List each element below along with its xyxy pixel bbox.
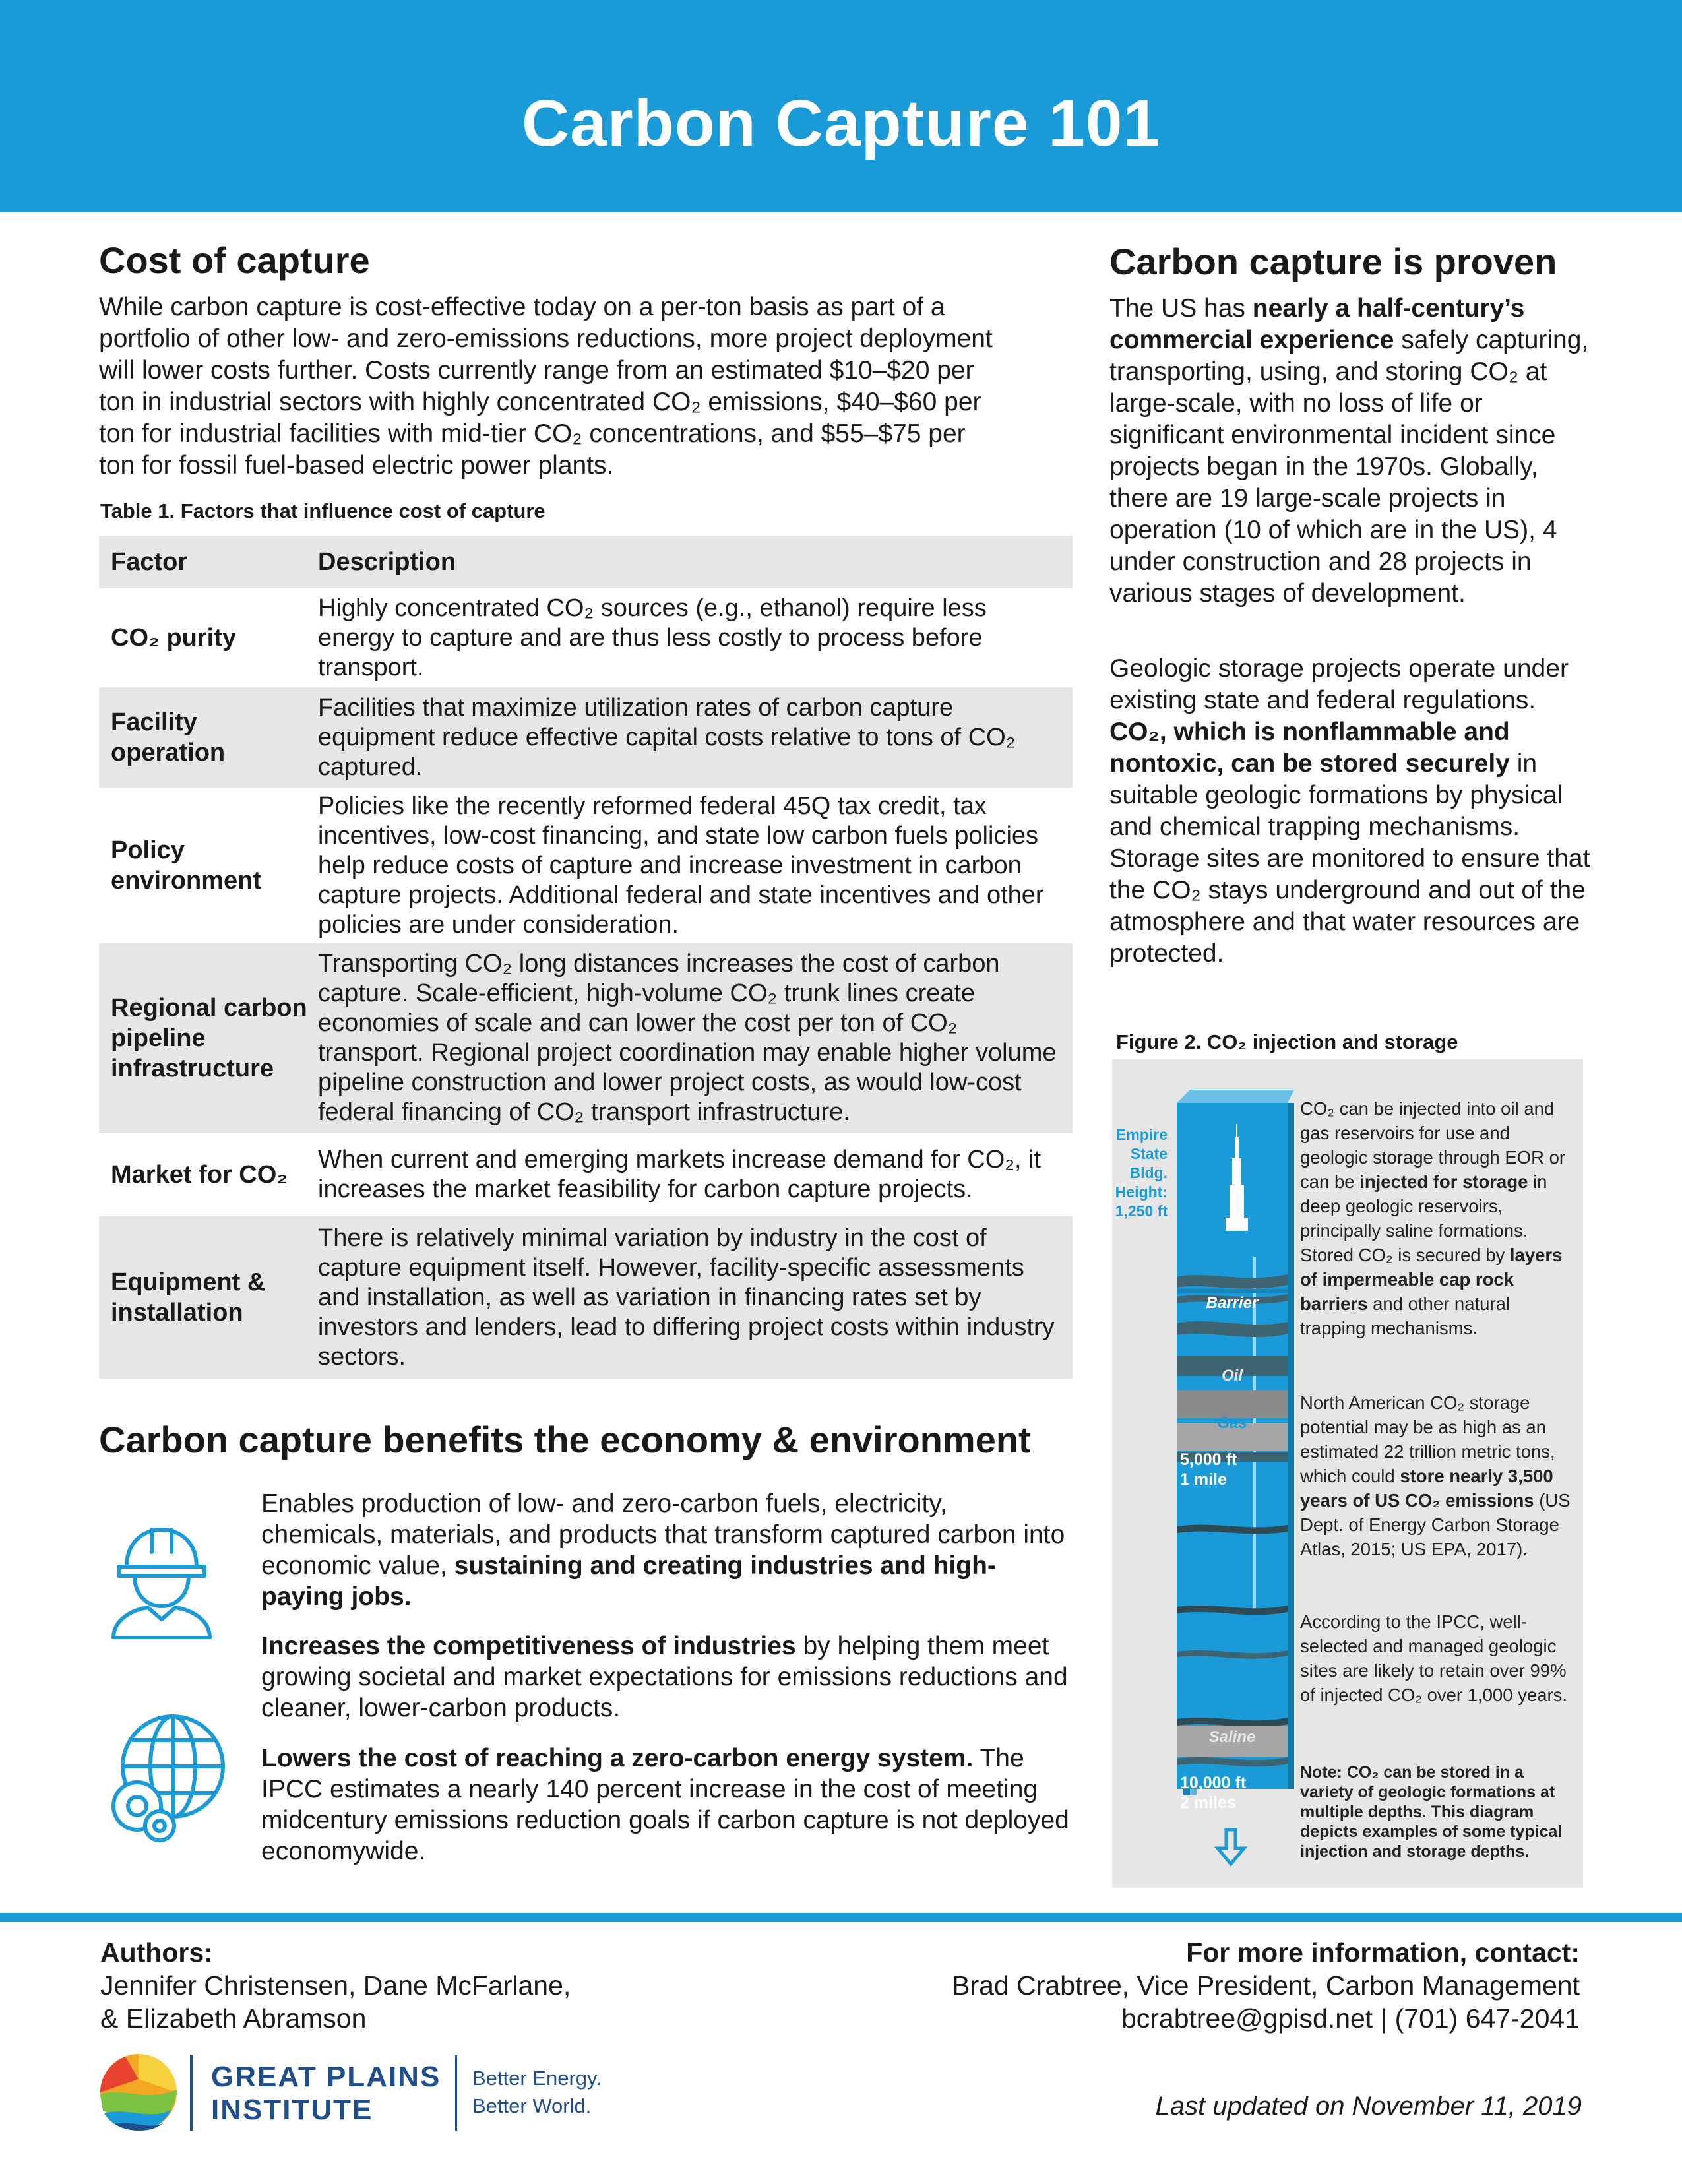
depth-line: 10,000 ft xyxy=(1180,1774,1247,1792)
gas-label: Gas xyxy=(1217,1414,1247,1432)
authors-line: Jennifer Christensen, Dane McFarlane, xyxy=(100,1970,571,2001)
oil-label: Oil xyxy=(1221,1367,1243,1385)
empire-line: Empire xyxy=(1116,1126,1168,1143)
logo-line: INSTITUTE xyxy=(211,2094,373,2126)
table-caption: Table 1. Factors that influence cost of capture xyxy=(100,499,545,522)
contact-name: Brad Crabtree, Vice President, Carbon Management xyxy=(952,1970,1580,2001)
text-emphasis: store nearly 3,500 years of US CO₂ emissions xyxy=(1300,1466,1553,1511)
cost-line: ton for fossil fuel-based electric power plants. xyxy=(99,451,614,480)
tagline-line: Better World. xyxy=(472,2094,592,2117)
authors-line: & Elizabeth Abramson xyxy=(100,2003,367,2034)
depth-marker-5000 xyxy=(1180,1450,1237,1489)
strata-layer xyxy=(1177,1289,1288,1293)
figure-text-2 xyxy=(1300,1390,1577,1561)
text-run: North American CO₂ storage potential may be as high as an estimated 22 trillion metric tons, which could xyxy=(1300,1392,1555,1486)
cost-line: portfolio of other low- and zero-emissions reductions, more project deployment xyxy=(99,325,993,353)
authors-block xyxy=(100,1936,571,2035)
table-row xyxy=(99,943,1073,1133)
tagline-divider xyxy=(455,2055,457,2131)
gpi-logo-icon xyxy=(99,2053,178,2132)
row-factor: Regional carbon pipeline infrastructure xyxy=(111,994,307,1082)
title-banner xyxy=(0,0,1682,212)
authors-label: Authors: xyxy=(100,1937,213,1968)
text-run: The IPCC estimates a nearly 140 percent increase in the cost of meeting midcentury emissions reduction goals if carbon capture is not deployed economywide. xyxy=(261,1744,1069,1865)
table-row xyxy=(99,1216,1073,1379)
row-factor: Facility operation xyxy=(111,708,226,766)
text-run: safely capturing, transporting, using, and storing CO₂ at large-scale, with no loss of life or significant environmental incident since projects began in the 1970s. Globally, there are 19 large-scale projects in operation (10 of which are in the US), 4 under construction and 28 projects in various stages of development. xyxy=(1109,326,1589,608)
contact-block xyxy=(952,1936,1580,2035)
cost-line: While carbon capture is cost-effective today on a per-ton basis as part of a xyxy=(99,293,945,321)
tagline-line: Better Energy. xyxy=(472,2067,602,2090)
cost-line: will lower costs further. Costs currently range from an estimated $10–$20 per xyxy=(99,356,974,385)
table-header-row xyxy=(99,536,1073,588)
worker-hardhat-icon xyxy=(106,1520,218,1639)
row-description: Facilities that maximize utilization rates of carbon capture equipment reduce effective capital costs relative to tons of CO₂ captured. xyxy=(318,693,1016,781)
empire-line: State xyxy=(1130,1145,1168,1162)
contact-label: For more information, contact: xyxy=(1186,1937,1580,1968)
text-emphasis: Lowers the cost of reaching a zero-carbon energy system. xyxy=(261,1744,974,1772)
column-side-face xyxy=(1288,1103,1294,1789)
row-factor: Equipment & installation xyxy=(111,1268,266,1326)
row-description: When current and emerging markets increase demand for CO₂, it increases the market feasibility for carbon capture projects. xyxy=(318,1146,1042,1203)
cost-line: ton in industrial sectors with highly concentrated CO₂ emissions, $40–$60 per xyxy=(99,388,981,416)
column-top-face xyxy=(1177,1090,1294,1103)
text-run: Enables production of low- and zero-carbon fuels, electricity, chemicals, materials, and products that transform captured carbon into economic value, xyxy=(261,1489,1065,1580)
depth-marker-10000 xyxy=(1180,1773,1246,1813)
row-factor: Policy environment xyxy=(111,836,262,894)
empire-line: Bldg. xyxy=(1129,1164,1168,1181)
logo-divider xyxy=(190,2055,193,2131)
text-run: Geologic storage projects operate under existing state and federal regulations. xyxy=(1109,654,1569,714)
table-row xyxy=(99,788,1073,943)
page-title: Carbon Capture 101 xyxy=(521,86,1161,160)
text-run: The US has xyxy=(1109,294,1253,323)
text-emphasis: Increases the competitiveness of industries xyxy=(261,1632,796,1660)
table-row xyxy=(99,588,1073,687)
down-arrow-icon xyxy=(1218,1830,1244,1864)
text-run: by helping them meet growing societal and market expectations for emissions reductions and cleaner, lower-carbon products. xyxy=(261,1632,1068,1722)
figure-text-3: According to the IPCC, well-selected and managed geologic sites are likely to retain over 99% of injected CO₂ over 1,000 years. xyxy=(1300,1611,1568,1705)
benefit-competitiveness xyxy=(261,1631,1073,1724)
text-run: CO₂ can be injected into oil and gas reservoirs for use and geologic storage through EOR or can be xyxy=(1300,1098,1566,1192)
last-updated: Last updated on November 11, 2019 xyxy=(1155,2092,1582,2121)
text-emphasis: layers of impermeable cap rock barriers xyxy=(1300,1245,1563,1314)
row-description: Transporting CO₂ long distances increases the cost of carbon capture. Scale-efficient, high-volume CO₂ trunk lines create economies of scale and can lower the cost per ton of CO₂ transport. Regional project coordination may enable higher volume pipeline construction and lower project costs, as would low-cost federal financing of CO₂ transport infrastructure. xyxy=(318,950,1057,1126)
text-run: and other natural trapping mechanisms. xyxy=(1300,1294,1511,1338)
table-header-description: Description xyxy=(318,547,456,576)
empire-line: 1,250 ft xyxy=(1115,1202,1168,1220)
saline-label: Saline xyxy=(1208,1728,1256,1746)
proven-heading: Carbon capture is proven xyxy=(1109,241,1557,282)
benefit-cost xyxy=(261,1743,1073,1867)
cost-paragraph xyxy=(99,292,1075,482)
row-description: Policies like the recently reformed federal 45Q tax credit, tax incentives, low-cost financing, and state low carbon fuels policies help reduce costs of capture and increase investment in carbon capture projects. Additional federal and state incentives and other policies are under consideration. xyxy=(318,792,1044,939)
cost-heading: Cost of capture xyxy=(99,239,370,281)
cost-factors-table xyxy=(99,536,1073,1379)
text-run: (US Dept. of Energy Carbon Storage Atlas, 2015; US EPA, 2017). xyxy=(1300,1490,1571,1559)
proven-paragraph-2 xyxy=(1109,653,1591,970)
figure-caption: Figure 2. CO₂ injection and storage xyxy=(1116,1030,1458,1053)
depth-line: 1 mile xyxy=(1180,1470,1227,1489)
globe-gears-icon xyxy=(100,1710,232,1848)
gpi-tagline xyxy=(472,2065,602,2120)
row-description: There is relatively minimal variation by industry in the cost of capture equipment itself. However, facility-specific assessments and installation, as well as variation in financing rates set by investors and lenders, lead to differing project costs within industry sectors. xyxy=(318,1224,1055,1371)
depth-line: 2 miles xyxy=(1180,1794,1236,1812)
row-factor: CO₂ purity xyxy=(111,624,236,652)
table-row xyxy=(99,687,1073,788)
cost-line: ton for industrial facilities with mid-tier CO₂ concentrations, and $55–$75 per xyxy=(99,420,966,448)
gpi-wordmark xyxy=(211,2061,441,2127)
table-row xyxy=(99,1133,1073,1216)
text-emphasis: CO₂, which is nonflammable and nontoxic, can be stored securely xyxy=(1109,718,1510,778)
figure-note: Note: CO₂ can be stored in a variety of geologic formations at multiple depths. This diagram depicts examples of some typical injection and storage depths. xyxy=(1300,1763,1563,1861)
benefit-jobs xyxy=(261,1488,1073,1612)
empire-line: Height: xyxy=(1115,1183,1168,1201)
text-run: in suitable geologic formations by physical and chemical trapping mechanisms. Storage sites are monitored to ensure that the CO₂ stays underground and out of the atmosphere and that water resources are protected. xyxy=(1109,749,1590,968)
contact-info: bcrabtree@gpisd.net | (701) 647-2041 xyxy=(1121,2003,1580,2034)
row-description: Highly concentrated CO₂ sources (e.g., ethanol) require less energy to capture and are thus less costly to process before transport. xyxy=(318,594,987,681)
text-emphasis: nearly a half-century’s commercial experience xyxy=(1109,294,1525,354)
text-emphasis: sustaining and creating industries and high-paying jobs. xyxy=(261,1551,996,1611)
injection-storage-figure xyxy=(1112,1059,1583,1888)
table-header-factor: Factor xyxy=(111,548,188,576)
figure-text-1 xyxy=(1300,1096,1577,1340)
barrier-label: Barrier xyxy=(1206,1294,1259,1312)
footer-rule xyxy=(0,1913,1682,1922)
depth-line: 5,000 ft xyxy=(1180,1451,1237,1469)
proven-paragraph-1 xyxy=(1109,293,1591,609)
benefits-heading: Carbon capture benefits the economy & environment xyxy=(99,1419,1031,1460)
row-factor: Market for CO₂ xyxy=(111,1161,288,1189)
text-run: in deep geologic reservoirs, principally saline formations. Stored CO₂ is secured by xyxy=(1300,1171,1547,1265)
logo-line: GREAT PLAINS xyxy=(211,2061,441,2093)
text-emphasis: injected for storage xyxy=(1359,1171,1528,1192)
